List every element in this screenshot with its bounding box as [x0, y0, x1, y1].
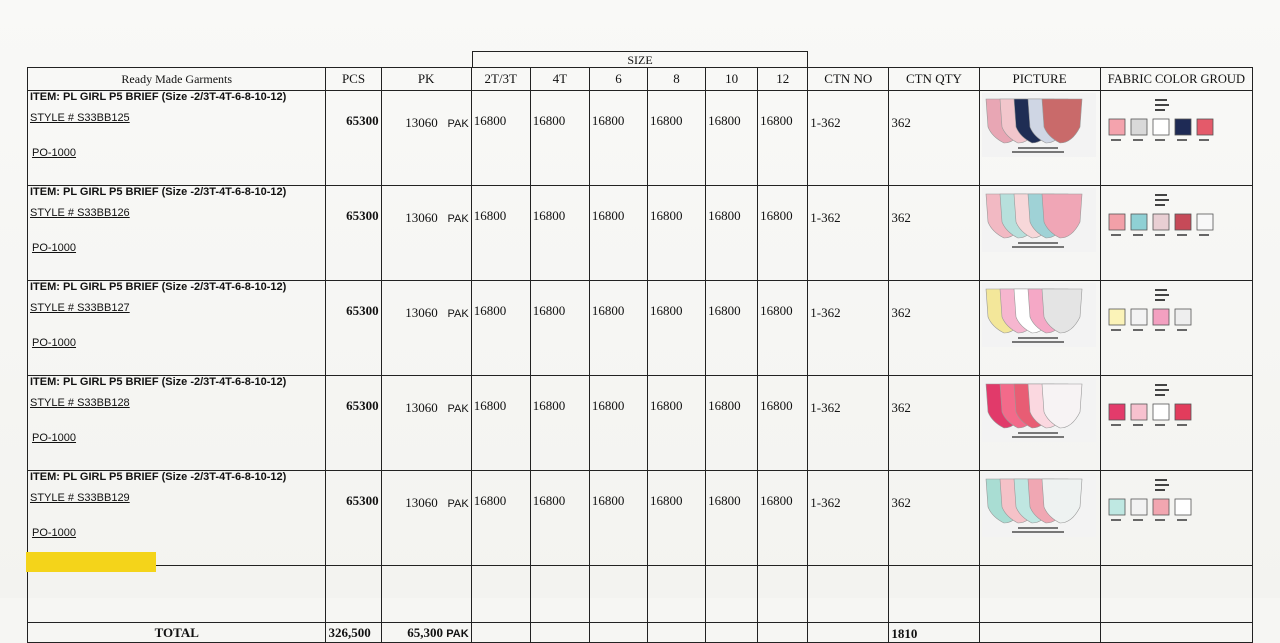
blank-cell: [647, 566, 705, 623]
item-style: STYLE # S33BB128: [30, 397, 130, 409]
item-pcs: 65300: [326, 471, 381, 566]
fabric-swatch: [1153, 214, 1169, 230]
fabric-heading-mark: [1155, 204, 1165, 206]
item-description: [30, 471, 323, 541]
item-po: PO-1000: [32, 242, 77, 254]
item-size-qty: 16800: [758, 186, 808, 281]
item-ctn-qty: 362: [889, 281, 979, 376]
item-size-qty: 16800: [589, 186, 647, 281]
item-size-qty: 16800: [647, 471, 705, 566]
blank-cell: [381, 566, 471, 623]
item-pk-cell: [381, 376, 471, 471]
item-pcs: 65300: [326, 281, 381, 376]
fabric-heading-mark: [1155, 194, 1167, 196]
total-empty-cell: [471, 623, 530, 643]
fabric-swatch: [1109, 404, 1125, 420]
item-fabric-cell: [1100, 471, 1252, 566]
photo-caption-mark: [1018, 337, 1058, 339]
fabric-swatch-caption: [1177, 424, 1187, 426]
item-size-qty: 16800: [706, 91, 758, 186]
fabric-swatches: [1103, 188, 1249, 252]
fabric-swatch: [1109, 119, 1125, 135]
fabric-swatch: [1175, 119, 1191, 135]
item-size-qty: 16800: [647, 91, 705, 186]
item-pk-cell: [381, 91, 471, 186]
item-fabric-cell: [1100, 91, 1252, 186]
fabric-heading-mark: [1155, 479, 1167, 481]
item-picture-cell: [979, 376, 1100, 471]
photo-caption-mark: [1012, 436, 1064, 438]
item-row: [28, 91, 1253, 186]
fabric-swatch-caption: [1133, 139, 1143, 141]
item-pk: 13060: [405, 305, 438, 320]
item-style: STYLE # S33BB125: [30, 112, 130, 124]
item-style: STYLE # S33BB129: [30, 492, 130, 504]
fabric-swatch-caption: [1199, 234, 1209, 236]
fabric-swatch-caption: [1155, 519, 1165, 521]
item-row: [28, 281, 1253, 376]
item-ctn-qty: 362: [889, 91, 979, 186]
item-size-qty: 16800: [589, 91, 647, 186]
item-title: ITEM: PL GIRL P5 BRIEF (Size -2/3T-4T-6-8-10-12): [30, 91, 287, 103]
item-pk-unit: PAK: [447, 118, 469, 130]
blank-cell: [808, 566, 889, 623]
item-size-qty: 16800: [758, 91, 808, 186]
fabric-swatch-caption: [1177, 519, 1187, 521]
item-po: PO-1000: [32, 432, 77, 444]
item-ctn-no: 1-362: [808, 281, 889, 376]
header-picture: PICTURE: [979, 68, 1100, 91]
fabric-heading-mark: [1155, 104, 1169, 106]
fabric-heading-mark: [1155, 99, 1167, 101]
item-size-qty: 16800: [758, 281, 808, 376]
item-ctn-no: 1-362: [808, 91, 889, 186]
item-pk-unit: PAK: [447, 213, 469, 225]
item-style: STYLE # S33BB127: [30, 302, 130, 314]
item-pk-cell: [381, 471, 471, 566]
item-description: [30, 281, 323, 351]
item-size-qty: 16800: [706, 281, 758, 376]
fabric-heading-mark: [1155, 294, 1169, 296]
fabric-heading-mark: [1155, 199, 1169, 201]
item-pk-unit: PAK: [447, 308, 469, 320]
item-title: ITEM: PL GIRL P5 BRIEF (Size -2/3T-4T-6-8-10-12): [30, 376, 287, 388]
blank-cell: [706, 566, 758, 623]
fabric-swatch: [1175, 499, 1191, 515]
header-pcs: PCS: [326, 68, 381, 91]
fabric-swatch: [1131, 499, 1147, 515]
item-po: PO-1000: [32, 147, 77, 159]
item-fabric-cell: [1100, 186, 1252, 281]
item-pk: 13060: [405, 495, 438, 510]
item-fabric-cell: [1100, 376, 1252, 471]
header-size-12: 12: [758, 68, 808, 91]
fabric-swatch-caption: [1155, 329, 1165, 331]
header-ctn-qty: CTN QTY: [889, 68, 979, 91]
item-pk: 13060: [405, 115, 438, 130]
blank-row: [28, 566, 1253, 623]
fabric-swatch: [1153, 404, 1169, 420]
fabric-swatch-caption: [1155, 139, 1165, 141]
header-size-4t: 4T: [530, 68, 589, 91]
item-pcs: 65300: [326, 186, 381, 281]
item-title: ITEM: PL GIRL P5 BRIEF (Size -2/3T-4T-6-8-10-12): [30, 186, 287, 198]
fabric-swatch-caption: [1177, 234, 1187, 236]
product-photo: [982, 473, 1096, 537]
item-pk-cell: [381, 281, 471, 376]
item-size-qty: 16800: [706, 186, 758, 281]
blank-cell: [471, 566, 530, 623]
item-row: [28, 376, 1253, 471]
header-size-6: 6: [589, 68, 647, 91]
fabric-swatches: [1103, 93, 1249, 157]
item-pk: 13060: [405, 210, 438, 225]
fabric-swatch: [1153, 499, 1169, 515]
fabric-swatch: [1153, 119, 1169, 135]
photo-caption-mark: [1018, 147, 1058, 149]
item-pcs: 65300: [326, 91, 381, 186]
item-ctn-qty: 362: [889, 376, 979, 471]
item-picture-cell: [979, 471, 1100, 566]
item-size-qty: 16800: [758, 376, 808, 471]
fabric-swatch: [1131, 119, 1147, 135]
blank-cell: [979, 566, 1100, 623]
fabric-swatch-caption: [1177, 139, 1187, 141]
fabric-swatch-caption: [1133, 329, 1143, 331]
item-style: STYLE # S33BB126: [30, 207, 130, 219]
fabric-swatches: [1103, 378, 1249, 442]
item-size-qty: 16800: [471, 471, 530, 566]
product-photo: [982, 188, 1096, 252]
item-ctn-no: 1-362: [808, 186, 889, 281]
fabric-swatch: [1175, 404, 1191, 420]
fabric-swatch-caption: [1199, 139, 1209, 141]
item-size-qty: 16800: [647, 376, 705, 471]
fabric-swatch-caption: [1133, 234, 1143, 236]
header-size-8: 8: [647, 68, 705, 91]
blank-cell: [1100, 566, 1252, 623]
item-row: [28, 186, 1253, 281]
photo-caption-mark: [1012, 246, 1064, 248]
header-pk: PK: [381, 68, 471, 91]
item-po: PO-1000: [32, 527, 77, 539]
fabric-heading-mark: [1155, 299, 1165, 301]
photo-caption-mark: [1018, 242, 1058, 244]
fabric-swatch: [1109, 214, 1125, 230]
item-ctn-qty: 362: [889, 471, 979, 566]
item-description-cell: [28, 376, 326, 471]
fabric-swatch-caption: [1155, 424, 1165, 426]
header-size-2t3t: 2T/3T: [471, 68, 530, 91]
fabric-heading-mark: [1155, 489, 1165, 491]
yellow-highlight-mark: [26, 552, 156, 572]
photo-caption-mark: [1018, 432, 1058, 434]
fabric-swatch-caption: [1111, 329, 1121, 331]
item-pk-unit: PAK: [447, 403, 469, 415]
header-fabric: FABRIC COLOR GROUD: [1100, 68, 1252, 91]
blank-cell: [889, 566, 979, 623]
item-size-qty: 16800: [647, 281, 705, 376]
item-size-qty: 16800: [647, 186, 705, 281]
total-empty-cell: [979, 623, 1100, 643]
item-description-cell: [28, 91, 326, 186]
fabric-heading-mark: [1155, 384, 1167, 386]
item-ctn-qty: 362: [889, 186, 979, 281]
fabric-swatch: [1131, 309, 1147, 325]
product-photo: [982, 283, 1096, 347]
total-row: [28, 623, 1253, 643]
fabric-swatch: [1175, 214, 1191, 230]
total-pk: 65,300: [407, 624, 444, 640]
total-pk-unit: PAK: [446, 627, 469, 640]
item-pk-cell: [381, 186, 471, 281]
item-description-cell: [28, 186, 326, 281]
photo-caption-mark: [1012, 151, 1064, 153]
photo-caption-mark: [1012, 341, 1064, 343]
fabric-swatch: [1197, 119, 1213, 135]
product-photo: [982, 93, 1096, 157]
item-size-qty: 16800: [471, 376, 530, 471]
header-row: [28, 68, 1253, 91]
fabric-heading-mark: [1155, 109, 1165, 111]
blank-cell: [326, 566, 381, 623]
item-size-qty: 16800: [530, 471, 589, 566]
fabric-swatch: [1197, 214, 1213, 230]
fabric-swatch: [1109, 309, 1125, 325]
fabric-swatches: [1103, 473, 1249, 537]
item-picture-cell: [979, 91, 1100, 186]
item-fabric-cell: [1100, 281, 1252, 376]
item-size-qty: 16800: [471, 186, 530, 281]
item-size-qty: 16800: [530, 91, 589, 186]
fabric-swatch: [1131, 214, 1147, 230]
fabric-heading-mark: [1155, 484, 1169, 486]
item-size-qty: 16800: [530, 376, 589, 471]
blank-cell: [758, 566, 808, 623]
total-empty-cell: [1100, 623, 1252, 643]
photo-caption-mark: [1018, 527, 1058, 529]
item-size-qty: 16800: [758, 471, 808, 566]
item-size-qty: 16800: [589, 376, 647, 471]
total-label: TOTAL: [28, 623, 326, 643]
item-size-qty: 16800: [706, 471, 758, 566]
item-size-qty: 16800: [530, 186, 589, 281]
item-size-qty: 16800: [589, 281, 647, 376]
size-group-header: SIZE: [472, 51, 808, 68]
total-ctn-qty: 1810: [889, 623, 979, 643]
fabric-swatch-caption: [1155, 234, 1165, 236]
fabric-swatch: [1175, 309, 1191, 325]
total-empty-cell: [589, 623, 647, 643]
header-ctn-no: CTN NO: [808, 68, 889, 91]
header-garments: Ready Made Garments: [28, 68, 326, 91]
item-description: [30, 91, 323, 161]
item-size-qty: 16800: [471, 281, 530, 376]
fabric-swatch-caption: [1177, 329, 1187, 331]
total-pcs: 326,500: [326, 623, 381, 643]
fabric-swatch-caption: [1111, 519, 1121, 521]
photo-caption-mark: [1012, 531, 1064, 533]
item-po: PO-1000: [32, 337, 77, 349]
item-size-qty: 16800: [589, 471, 647, 566]
item-size-qty: 16800: [530, 281, 589, 376]
item-description: [30, 376, 323, 446]
fabric-swatch: [1131, 404, 1147, 420]
total-empty-cell: [530, 623, 589, 643]
fabric-swatch-caption: [1111, 424, 1121, 426]
fabric-swatch-caption: [1133, 519, 1143, 521]
fabric-swatch: [1109, 499, 1125, 515]
garment-order-table: [27, 67, 1253, 643]
total-empty-cell: [758, 623, 808, 643]
header-size-10: 10: [706, 68, 758, 91]
total-pk-cell: [381, 623, 471, 643]
product-photo: [982, 378, 1096, 442]
total-empty-cell: [706, 623, 758, 643]
fabric-heading-mark: [1155, 289, 1167, 291]
item-description: [30, 186, 323, 256]
total-empty-cell: [808, 623, 889, 643]
item-row: [28, 471, 1253, 566]
item-size-qty: 16800: [471, 91, 530, 186]
item-description-cell: [28, 281, 326, 376]
blank-cell: [589, 566, 647, 623]
item-pk: 13060: [405, 400, 438, 415]
fabric-heading-mark: [1155, 394, 1165, 396]
fabric-swatch-caption: [1111, 234, 1121, 236]
fabric-swatch: [1153, 309, 1169, 325]
item-picture-cell: [979, 186, 1100, 281]
blank-cell: [28, 566, 326, 623]
blank-cell: [530, 566, 589, 623]
item-size-qty: 16800: [706, 376, 758, 471]
fabric-swatch-caption: [1133, 424, 1143, 426]
item-pcs: 65300: [326, 376, 381, 471]
fabric-swatches: [1103, 283, 1249, 347]
item-ctn-no: 1-362: [808, 376, 889, 471]
fabric-swatch-caption: [1111, 139, 1121, 141]
total-empty-cell: [647, 623, 705, 643]
item-pk-unit: PAK: [447, 498, 469, 510]
fabric-heading-mark: [1155, 389, 1169, 391]
item-picture-cell: [979, 281, 1100, 376]
item-title: ITEM: PL GIRL P5 BRIEF (Size -2/3T-4T-6-8-10-12): [30, 281, 287, 293]
item-title: ITEM: PL GIRL P5 BRIEF (Size -2/3T-4T-6-8-10-12): [30, 471, 287, 483]
item-ctn-no: 1-362: [808, 471, 889, 566]
